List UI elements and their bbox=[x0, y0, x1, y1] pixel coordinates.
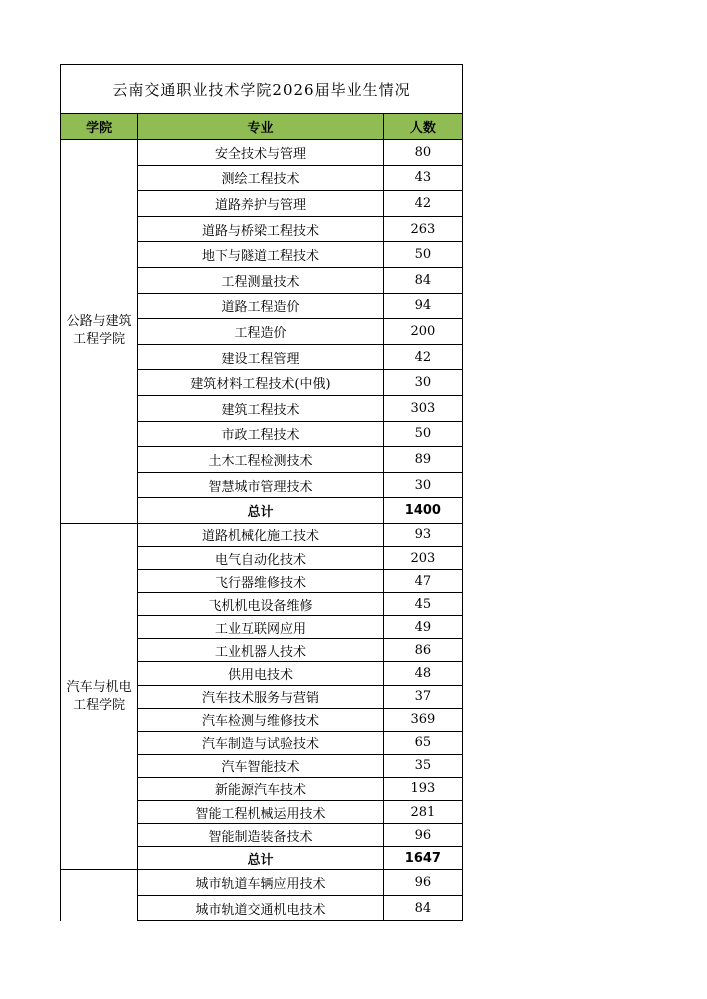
count-cell: 30 bbox=[383, 370, 462, 396]
count-cell: 50 bbox=[383, 242, 462, 268]
major-cell: 城市轨道车辆应用技术 bbox=[138, 870, 384, 896]
major-cell: 建筑工程技术 bbox=[138, 395, 384, 421]
total-label: 总计 bbox=[138, 498, 384, 524]
major-cell: 城市轨道交通机电技术 bbox=[138, 895, 384, 921]
count-cell: 42 bbox=[383, 344, 462, 370]
major-cell: 建设工程管理 bbox=[138, 344, 384, 370]
major-cell: 工业互联网应用 bbox=[138, 616, 384, 639]
major-cell: 工程造价 bbox=[138, 319, 384, 345]
count-cell: 84 bbox=[383, 895, 462, 921]
major-cell: 土木工程检测技术 bbox=[138, 447, 384, 473]
major-cell: 工程测量技术 bbox=[138, 267, 384, 293]
table-row bbox=[61, 140, 463, 166]
major-cell: 道路与桥梁工程技术 bbox=[138, 216, 384, 242]
major-cell: 道路养护与管理 bbox=[138, 191, 384, 217]
count-cell: 193 bbox=[383, 777, 462, 800]
total-value: 1400 bbox=[383, 498, 462, 524]
table-row bbox=[61, 870, 463, 896]
count-cell: 37 bbox=[383, 685, 462, 708]
count-cell: 30 bbox=[383, 472, 462, 498]
major-cell: 新能源汽车技术 bbox=[138, 777, 384, 800]
header-major: 专业 bbox=[138, 114, 384, 140]
count-cell: 80 bbox=[383, 140, 462, 166]
count-cell: 84 bbox=[383, 267, 462, 293]
count-cell: 203 bbox=[383, 547, 462, 570]
major-cell: 安全技术与管理 bbox=[138, 140, 384, 166]
major-cell: 汽车技术服务与营销 bbox=[138, 685, 384, 708]
count-cell: 65 bbox=[383, 731, 462, 754]
major-cell: 智能工程机械运用技术 bbox=[138, 801, 384, 824]
count-cell: 303 bbox=[383, 395, 462, 421]
college-cell bbox=[61, 523, 138, 869]
major-cell: 汽车制造与试验技术 bbox=[138, 731, 384, 754]
major-cell: 供用电技术 bbox=[138, 662, 384, 685]
college-cell bbox=[61, 870, 138, 921]
table-body bbox=[61, 140, 463, 921]
graduate-table bbox=[60, 64, 463, 921]
count-cell: 89 bbox=[383, 447, 462, 473]
total-label: 总计 bbox=[138, 847, 384, 870]
header-count: 人数 bbox=[383, 114, 462, 140]
count-cell: 96 bbox=[383, 824, 462, 847]
major-cell: 市政工程技术 bbox=[138, 421, 384, 447]
count-cell: 48 bbox=[383, 662, 462, 685]
count-cell: 96 bbox=[383, 870, 462, 896]
major-cell: 汽车检测与维修技术 bbox=[138, 708, 384, 731]
major-cell: 智能制造装备技术 bbox=[138, 824, 384, 847]
major-cell: 电气自动化技术 bbox=[138, 547, 384, 570]
major-cell: 汽车智能技术 bbox=[138, 754, 384, 777]
count-cell: 93 bbox=[383, 523, 462, 546]
graduate-table-sheet bbox=[60, 64, 463, 921]
major-cell: 飞机机电设备维修 bbox=[138, 593, 384, 616]
count-cell: 43 bbox=[383, 165, 462, 191]
college-name-line: 工程学院 bbox=[73, 697, 126, 713]
count-cell: 45 bbox=[383, 593, 462, 616]
count-cell: 35 bbox=[383, 754, 462, 777]
count-cell: 49 bbox=[383, 616, 462, 639]
major-cell: 工业机器人技术 bbox=[138, 639, 384, 662]
count-cell: 47 bbox=[383, 570, 462, 593]
major-cell: 建筑材料工程技术(中俄) bbox=[138, 370, 384, 396]
college-cell bbox=[61, 140, 138, 524]
count-cell: 50 bbox=[383, 421, 462, 447]
college-name-line: 工程学院 bbox=[73, 332, 126, 348]
total-value: 1647 bbox=[383, 847, 462, 870]
table-row bbox=[61, 523, 463, 546]
table-title: 云南交通职业技术学院2026届毕业生情况 bbox=[61, 65, 463, 114]
count-cell: 263 bbox=[383, 216, 462, 242]
college-name-line: 汽车与机电 bbox=[66, 679, 132, 695]
major-cell: 道路机械化施工技术 bbox=[138, 523, 384, 546]
count-cell: 94 bbox=[383, 293, 462, 319]
major-cell: 智慧城市管理技术 bbox=[138, 472, 384, 498]
count-cell: 86 bbox=[383, 639, 462, 662]
major-cell: 测绘工程技术 bbox=[138, 165, 384, 191]
count-cell: 369 bbox=[383, 708, 462, 731]
count-cell: 200 bbox=[383, 319, 462, 345]
major-cell: 道路工程造价 bbox=[138, 293, 384, 319]
college-name-line: 公路与建筑 bbox=[66, 314, 132, 330]
count-cell: 42 bbox=[383, 191, 462, 217]
major-cell: 飞行器维修技术 bbox=[138, 570, 384, 593]
count-cell: 281 bbox=[383, 801, 462, 824]
header-college: 学院 bbox=[61, 114, 138, 140]
major-cell: 地下与隧道工程技术 bbox=[138, 242, 384, 268]
